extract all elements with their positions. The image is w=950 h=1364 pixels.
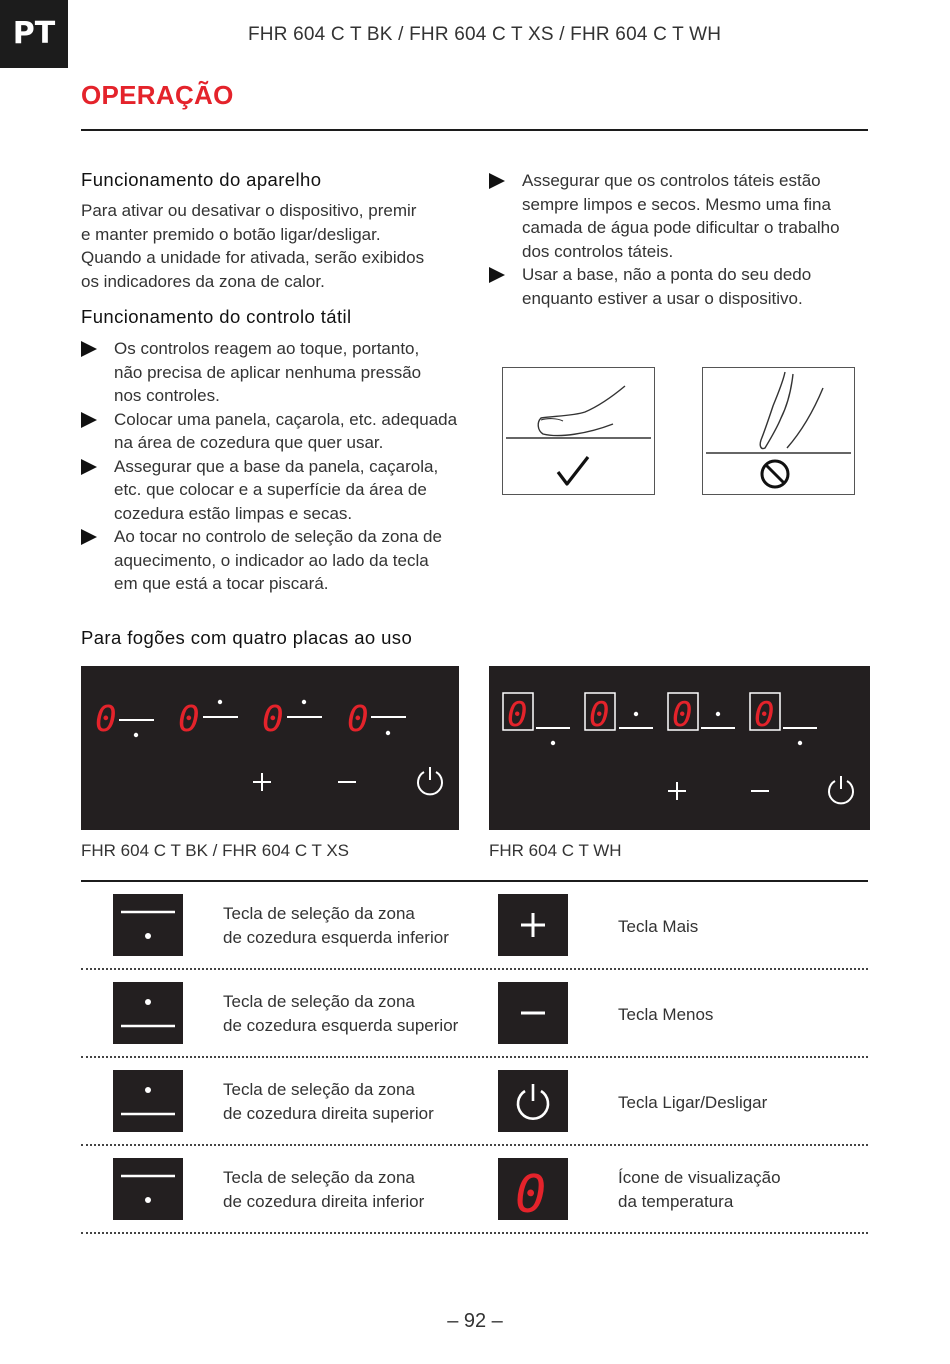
legend-label: Tecla de seleção da zona de cozedura direita inferior	[223, 1168, 425, 1211]
list-item: Ao tocar no controlo de seleção da zona de aquecimento, o indicador ao lado da tecla em que está a tocar piscará.	[81, 525, 471, 596]
zone-selector-icon	[113, 1070, 183, 1132]
zone-selector-icon	[113, 894, 183, 956]
seven-segment-digit-icon: 0	[347, 699, 369, 740]
power-icon[interactable]	[829, 776, 853, 803]
zone-display-4	[750, 693, 817, 745]
device-operation-paragraph: Para ativar ou desativar o dispositivo, premir e manter premido o botão ligar/desligar. Quando a unidade for ativada, serão exibidos os indicadores da zona de calor.	[81, 201, 425, 291]
prohibited-icon	[759, 458, 791, 490]
zone-display-2	[585, 693, 653, 735]
list-item: Assegurar que os controlos táteis estão sempre limpos e secos. Mesmo uma fina camada de água pode dificultar o trabalho dos controlos táteis.	[489, 169, 869, 263]
zone-display-3	[668, 693, 735, 735]
legend-label: Tecla Menos	[618, 1005, 714, 1024]
list-item: Colocar uma panela, caçarola, etc. adequada na área de cozedura que quer usar.	[81, 408, 471, 455]
play-triangle-icon	[81, 529, 97, 545]
checkmark-icon	[555, 454, 591, 488]
seven-segment-digit-icon: 0	[178, 699, 200, 740]
seven-segment-digit-icon: 0	[507, 695, 528, 735]
legend-row	[81, 882, 868, 970]
control-panel-wh	[489, 666, 870, 830]
zone-display-1	[95, 699, 154, 740]
legend-row	[81, 1146, 868, 1234]
heading-device-operation: Funcionamento do aparelho	[81, 169, 322, 190]
seven-segment-digit-icon: 0	[754, 695, 775, 735]
plus-icon[interactable]	[253, 773, 271, 791]
legend-label: Tecla Ligar/Desligar	[618, 1093, 768, 1112]
correct-touch-illustration	[502, 367, 655, 495]
zone-selector-icon	[113, 1158, 183, 1220]
seven-segment-digit-icon: 0	[672, 695, 693, 735]
zone-display-1	[503, 693, 570, 745]
legend-label: Tecla de seleção da zona de cozedura esquerda superior	[223, 992, 459, 1035]
legend-label: Tecla de seleção da zona de cozedura esquerda inferior	[223, 904, 449, 947]
zone-selector-icon	[113, 982, 183, 1044]
model-header: FHR 604 C T BK / FHR 604 C T XS / FHR 604 C T WH	[248, 24, 722, 45]
touch-control-list	[81, 337, 471, 596]
heading-touch-control: Funcionamento do controlo tátil	[81, 306, 352, 327]
plus-icon	[498, 894, 568, 956]
play-triangle-icon	[81, 459, 97, 475]
list-item: Usar a base, não a ponta do seu dedo enquanto estiver a usar o dispositivo.	[489, 263, 869, 310]
play-triangle-icon	[489, 267, 505, 283]
panel-label-wh: FHR 604 C T WH	[489, 841, 622, 860]
power-icon[interactable]	[418, 767, 442, 794]
list-item: Assegurar que a base da panela, caçarola, etc. que colocar e a superfície da área de cozedura estão limpas e secas.	[81, 455, 471, 526]
plus-icon[interactable]	[668, 782, 686, 800]
play-triangle-icon	[81, 341, 97, 357]
seven-segment-digit-icon	[498, 1158, 568, 1220]
incorrect-touch-illustration	[702, 367, 855, 495]
title-rule	[81, 129, 868, 131]
control-panel-bk-xs	[81, 666, 459, 830]
seven-segment-digit-icon: 0	[95, 699, 117, 740]
seven-segment-digit-icon: 0	[262, 699, 284, 740]
legend-label: Tecla Mais	[618, 917, 699, 936]
legend-row	[81, 1058, 868, 1146]
svg-text:0: 0	[515, 1165, 547, 1220]
play-triangle-icon	[81, 412, 97, 428]
list-item: Os controlos reagem ao toque, portanto, não precisa de aplicar nenhuma pressão nos controles.	[81, 337, 471, 408]
power-icon	[498, 1070, 568, 1132]
section-title: OPERAÇÃO	[81, 80, 234, 110]
panel-label-bk-xs: FHR 604 C T BK / FHR 604 C T XS	[81, 841, 350, 860]
legend-label: Tecla de seleção da zona de cozedura direita superior	[223, 1080, 434, 1123]
zone-display-4	[347, 699, 406, 740]
legend-row	[81, 970, 868, 1058]
seven-segment-digit-icon: 0	[589, 695, 610, 735]
play-triangle-icon	[489, 173, 505, 189]
zone-display-2	[178, 699, 238, 740]
page-number: – 92 –	[447, 1310, 503, 1332]
heading-four-zones: Para fogões com quatro placas ao uso	[81, 627, 413, 648]
touch-tips-list	[489, 169, 869, 310]
language-tab: PT	[0, 0, 68, 68]
zone-display-3	[262, 699, 322, 740]
minus-icon	[498, 982, 568, 1044]
legend-label: Ícone de visualização da temperatura	[618, 1168, 781, 1211]
